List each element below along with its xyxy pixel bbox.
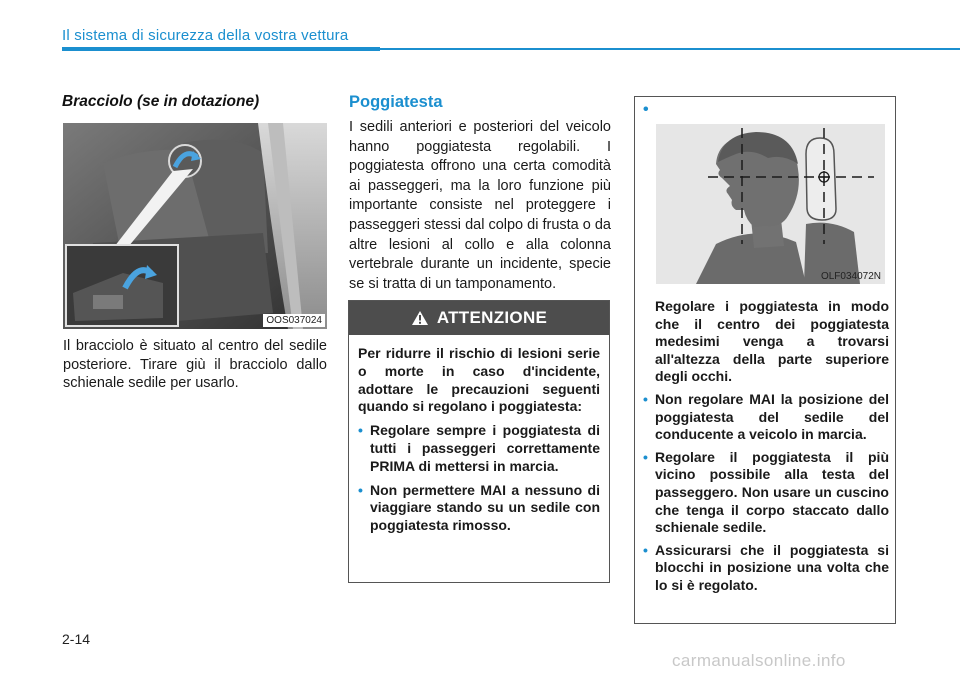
warning-title: ATTENZIONE: [436, 308, 548, 327]
list-item: [643, 449, 889, 537]
warning-box: [348, 300, 610, 583]
bullet-icon: •: [643, 448, 648, 465]
armrest-body-text: Il bracciolo è situato al centro del sedile posteriore. Tirare giù il bracciolo dallo schienale sedile per usarlo.: [63, 338, 327, 391]
headrest-image-code: OLF034072N: [820, 271, 881, 282]
list-item: [643, 542, 889, 595]
list-item: [643, 298, 889, 386]
bullet-icon: •: [358, 481, 363, 498]
header-rule-thin: [380, 48, 960, 50]
continued-bullet-text: Regolare il poggiatesta il più vicino possibile alla testa del passeggero. Non usare un cuscino che tenga il corpo staccato dallo schienale sedile.: [655, 448, 889, 536]
headrest-heading: Poggiatesta: [349, 93, 443, 111]
armrest-heading: Bracciolo (se in dotazione): [62, 93, 260, 110]
armrest-photo: [63, 123, 327, 329]
continued-warning-box: [634, 96, 896, 624]
continued-bullet-list: [643, 298, 889, 595]
list-item: [358, 422, 600, 475]
bullet-icon: •: [643, 390, 648, 407]
headrest-body-text: I sedili anteriori e posteriori del veicolo hanno poggiatesta regolabili. I poggiatesta offrono una certa comodità ai passeggeri, ma la loro funzione più importante consiste nel proteggere i passeggeri stessi dal colpo di frusta o da altre lesioni al collo e alla colonna vertebrale durante un incidente, specie se si tratta di un tamponamento.: [349, 119, 611, 292]
warning-header: [349, 301, 609, 335]
bullet-icon: •: [643, 101, 649, 118]
warning-bullet-text: Regolare sempre i poggiatesta di tutti i passeggeri correttamente PRIMA di mettersi in marcia.: [370, 422, 600, 474]
warning-bullet-text: Non permettere MAI a nessuno di viaggiare stando su un sedile con poggiatesta rimosso.: [370, 481, 600, 534]
continued-body: [643, 298, 889, 600]
headrest-position-figure: [656, 124, 885, 284]
continued-first-text: Regolare i poggiatesta in modo che il centro dei poggiatesta medesimi venga a trovarsi all'altezza della parte superiore degli occhi.: [655, 298, 889, 385]
section-title: Il sistema di sicurezza della vostra vettura: [62, 27, 349, 44]
list-item: [643, 391, 889, 444]
head-headrest-illustration: [656, 124, 885, 284]
armrest-photo-illustration: [63, 123, 327, 329]
armrest-image-code: OOS037024: [263, 314, 325, 327]
warning-intro: Per ridurre il rischio di lesioni serie o morte in caso d'incidente, adottare le precauzioni seguenti quando si regolano i poggiatesta:: [358, 345, 600, 415]
watermark: carmanualsonline.info: [672, 651, 846, 670]
bullet-icon: •: [358, 422, 363, 439]
warning-triangle-icon: [411, 310, 429, 326]
continued-bullet-text: Non regolare MAI la posizione del poggiatesta del sedile del conducente a veicolo in marcia.: [655, 390, 889, 443]
header-rule-thick: [62, 47, 380, 51]
list-item: [358, 482, 600, 535]
continued-bullet-text: Assicurarsi che il poggiatesta si blocchi in posizione una volta che lo si è regolato.: [655, 541, 889, 593]
bullet-icon: •: [643, 541, 648, 558]
warning-body: [349, 335, 609, 535]
warning-bullet-list: [358, 422, 600, 535]
page-number: 2-14: [62, 631, 91, 647]
